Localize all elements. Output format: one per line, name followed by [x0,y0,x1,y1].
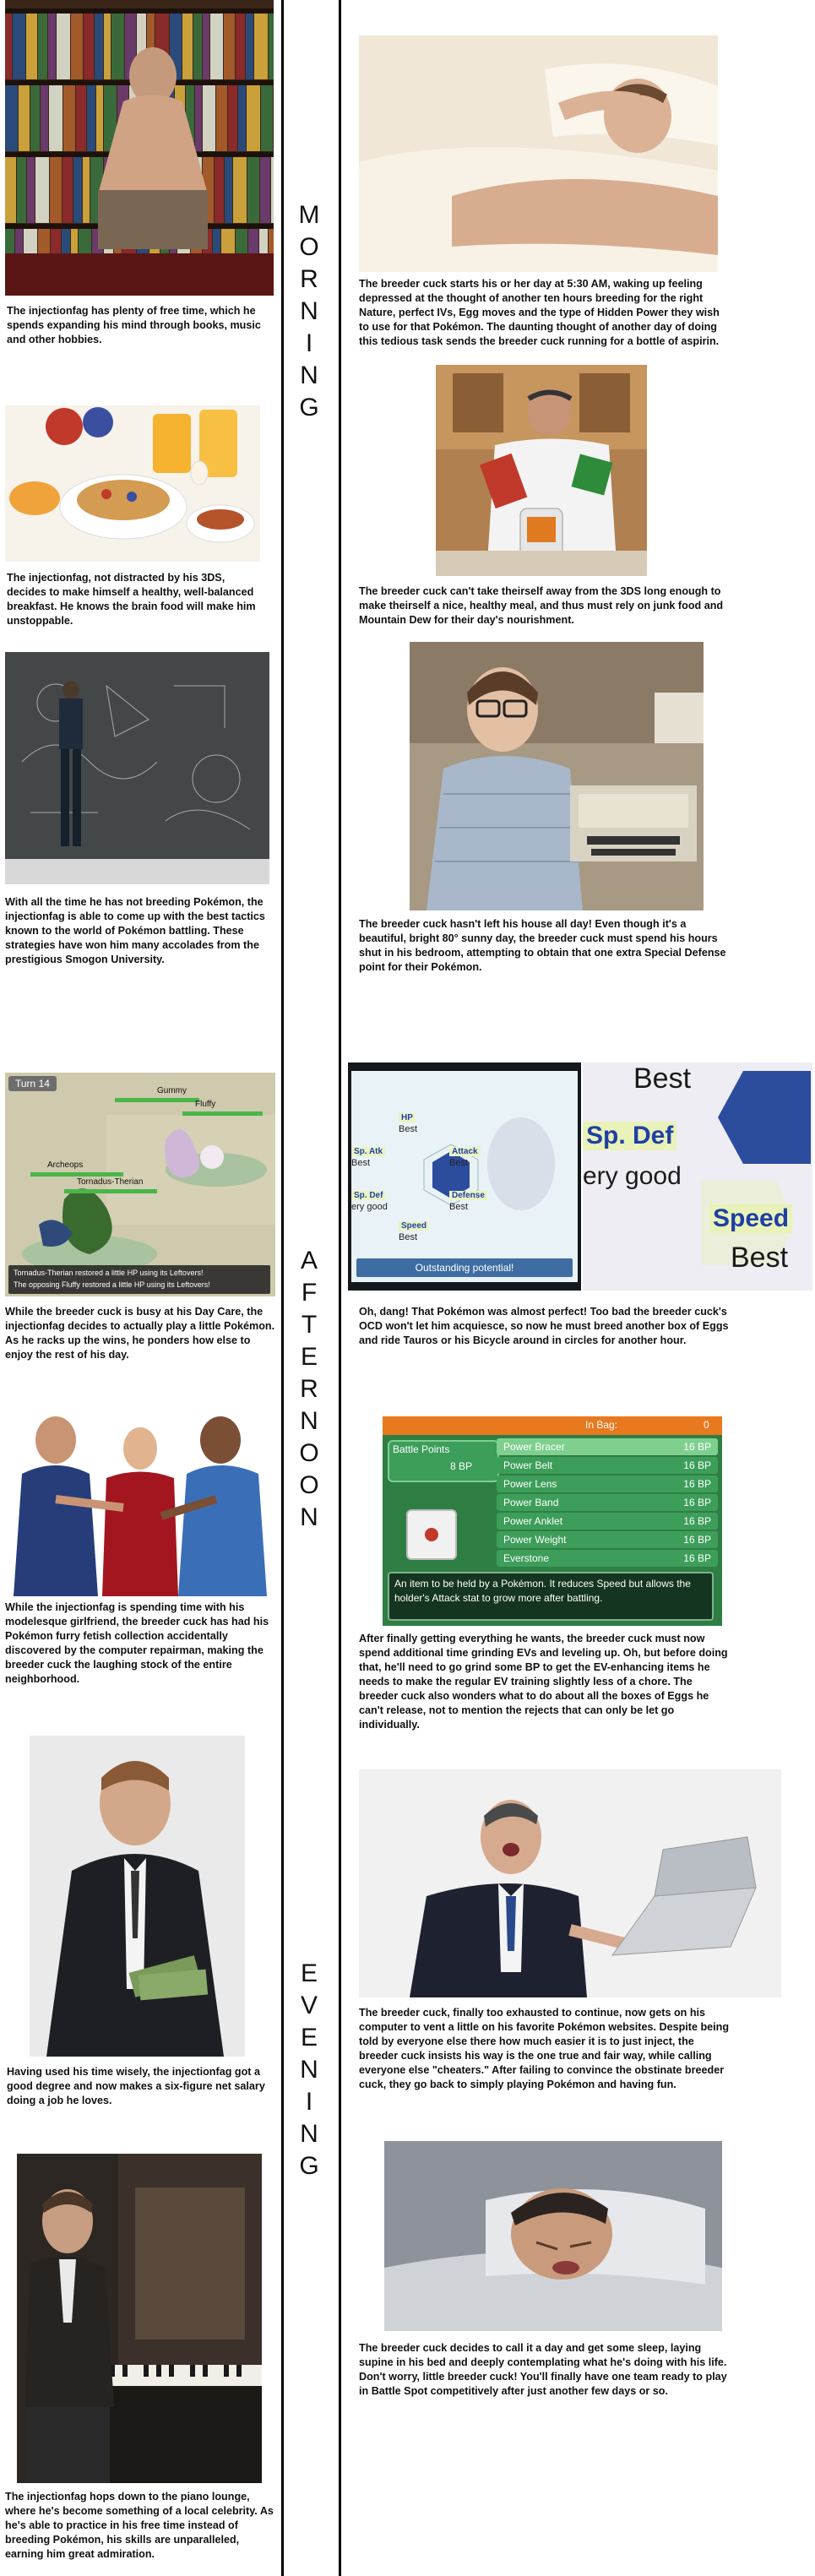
stat-hp-value: Best [399,1124,418,1134]
section-letter: I [305,2088,313,2116]
bp-item-row[interactable] [497,1475,718,1492]
caption-right-5: After finally getting everything he wants, the breeder cuck must now spend additional time grinding EVs and leveling up. Oh, but before doing that, he'll need to go grind some BP to get the EV-enhancing items he needs to make the regular EV training slightly less of a chore. The breeder cuck also wonders what to do about all the boxes of Eggs he can't release, not to mention the rejects that can only be let go individually. [359,1633,728,1731]
bp-in-bag-label: In Bag: [585,1419,618,1431]
section-letter: N [300,2056,318,2084]
bp-item-name: Power Weight [503,1534,567,1546]
bp-item-icon-dot [425,1528,438,1541]
bp-item-row[interactable] [497,1494,718,1511]
zoom-top: Best [633,1062,692,1095]
caption-left-3: With all the time he has not breeding Pokémon, the injectionfag is able to come up with the best tactics known to the world of Pokémon battling. These strategies have won him many accolades from the prestigious Smogon University. [5,896,265,965]
section-letter: O [299,1439,319,1467]
section-letter: N [300,297,318,325]
bp-points-value: 8 BP [450,1460,473,1472]
stat-verdict: Outstanding potential! [356,1258,573,1277]
photo-junk-food-man [436,365,647,576]
section-letter: E [300,2024,318,2052]
section-letter: N [300,361,318,389]
section-letter: O [299,233,319,261]
zoom-spdef-label: Sp. Def [583,1122,676,1150]
game-battle-screen [5,1073,275,1296]
bp-points-title: Battle Points [393,1443,450,1455]
bp-in-bag-count: 0 [704,1419,709,1431]
photo-piano-man [17,2154,262,2483]
battle-message-1: Tornadus-Therian restored a little HP using its Leftovers! [14,1269,204,1277]
caption-left-1: The injectionfag has plenty of free time, which he spends expanding his mind through books, music and other hobbies. [7,305,261,345]
photo-headache-bed [359,35,718,272]
stat-def-value: Best [449,1202,469,1212]
section-letter: N [300,1407,318,1435]
bp-item-name: Power Band [503,1497,559,1508]
bp-item-description: An item to be held by a Pokémon. It reduces Speed but allows the holder's Attack stat to grow more after battling. [388,1572,714,1621]
bp-item-cost: 16 BP [683,1552,711,1564]
ally2-name: Tornadus-Therian [77,1177,144,1187]
ally-name: Archeops [47,1160,84,1170]
section-letter: N [300,1503,318,1531]
stat-spatk-value: Best [351,1158,371,1168]
bp-item-row[interactable] [497,1513,718,1530]
stat-def-label: Defense [449,1191,487,1200]
divider-right [339,0,341,2576]
photo-bookshelf-man [5,0,274,296]
ally2-hp-bar [64,1189,157,1193]
bp-item-row[interactable] [497,1457,718,1474]
caption-right-1: The breeder cuck starts his or her day at 5:30 AM, waking up feeling depressed at the thought of another ten hours breeding for the right Nature, perfect IVs, Egg moves and the type of Hidden Power they wish to use for that Pokémon. The daunting thought of another day of doing this tedious task sends the breeder cuck running for a bottle of aspirin. [359,278,720,347]
bp-item-cost: 16 BP [683,1478,711,1490]
section-afternoon [284,1245,334,1534]
stat-spatk-label: Sp. Atk [351,1147,385,1156]
stat-spdef-value: ery good [351,1202,388,1212]
caption-right-2: The breeder cuck can't take theirself away from the 3DS long enough to make theirself a nice, healthy meal, and thus must rely on junk food and Mountain Dew for their day's nourishment. [359,585,724,626]
photo-laughing-people [5,1406,274,1596]
foe2-name: Fluffy [195,1100,216,1109]
photo-nerd-computer [410,642,704,910]
section-evening [284,1958,334,2182]
foe2-hp-bar [182,1111,263,1116]
stat-atk-value: Best [449,1158,469,1168]
section-letter: G [299,394,319,421]
caption-left-7: The injectionfag hops down to the piano lounge, where he's become something of a local celebrity. As he's able to practice in his free time instead of breeding Pokémon, his skills are unparalleled, earning him great admiration. [5,2491,274,2560]
section-letter: E [300,1343,318,1371]
zoom-best: Best [731,1242,789,1274]
section-letter: T [301,1311,318,1339]
bp-item-row[interactable] [497,1550,718,1567]
foe-hp-bar [115,1098,199,1102]
caption-right-4: Oh, dang! That Pokémon was almost perfect! Too bad the breeder cuck's OCD won't let him acquiesce, so now he must breed another box of Eggs and ride Tauros or his Bicycle around in circles for another hour. [359,1306,729,1346]
stat-spdef-label: Sp. Def [351,1191,385,1200]
stat-atk-label: Attack [449,1147,481,1156]
zoom-speed-label: Speed [709,1204,792,1233]
game-bp-shop [383,1416,722,1626]
section-letter: A [300,1247,318,1274]
section-letter: N [300,2120,318,2148]
photo-angry-laptop [359,1769,781,1997]
bp-item-row[interactable] [497,1531,718,1548]
section-letter: I [305,329,313,357]
bp-item-cost: 16 BP [683,1515,711,1527]
caption-left-5: While the injectionfag is spending time with his modelesque girlfriend, the breeder cuck has had his Pokémon furry fetish collection accidentally discovered by the computer repairman, making the breeder cuck the laughing stock of the entire neighborhood. [5,1601,269,1685]
bp-shop-header [383,1416,722,1435]
section-letter: R [300,1375,318,1403]
bp-item-name: Power Belt [503,1459,553,1471]
section-letter: O [299,1471,319,1499]
bp-item-name: Power Anklet [503,1515,563,1527]
bp-item-name: Power Bracer [503,1441,565,1453]
zoom-verygood: ery good [583,1162,682,1190]
stat-spd-value: Best [399,1232,418,1242]
section-letter: R [300,265,318,293]
battle-turn: Turn 14 [8,1076,57,1091]
bp-item-icon [406,1509,457,1560]
section-letter: F [301,1279,318,1307]
section-letter: E [300,1959,318,1987]
bp-item-cost: 16 BP [683,1441,711,1453]
stat-hp-label: HP [399,1113,416,1122]
section-letter: M [298,201,320,229]
photo-chalkboard [5,652,269,884]
caption-right-7: The breeder cuck decides to call it a day and get some sleep, laying supine in his bed and deeply contemplating what he's doing with his life. Don't worry, little breeder cuck! You'll finally have one team ready to play in Battle Spot competitively after just another few days or so. [359,2342,727,2397]
photo-money-man [30,1736,245,2057]
caption-right-3: The breeder cuck hasn't left his house all day! Even though it's a beautiful, bright 80° sunny day, the breeder cuck must spend his hours shut in his bedroom, attempting to obtain that one extra Special Defense point for their Pokémon. [359,918,726,973]
bp-item-row[interactable] [497,1438,718,1455]
game-stats-judge [348,1062,581,1291]
stat-spd-label: Speed [399,1221,429,1231]
section-letter: G [299,2152,319,2180]
bp-item-name: Power Lens [503,1478,557,1490]
game-stats-zoom [583,1062,812,1291]
photo-breakfast [5,405,260,562]
foe-name: Gummy [157,1086,187,1095]
caption-left-2: The injectionfag, not distracted by his 3DS, decides to make himself a healthy, well-balanced breakfast. He knows the brain food will make him unstoppable. [7,572,256,627]
caption-right-6: The breeder cuck, finally too exhausted to continue, now gets on his computer to vent a little on his favorite Pokémon websites. Despite being told by everyone else there how much easier it is to just inject, the breeder cuck insists his way is the one true and fair way, while calling everyone else "cheaters." After failing to convince the obstinate breeder cuck, they go back to simply playing Pokémon and having fun. [359,2007,730,2090]
section-letter: V [300,1992,318,2019]
battle-message-box [8,1265,270,1294]
bp-item-list [497,1438,718,1568]
photo-crying-bed [384,2141,722,2331]
bp-item-cost: 16 BP [683,1534,711,1546]
section-morning [284,199,334,424]
bp-item-cost: 16 BP [683,1459,711,1471]
bp-item-name: Everstone [503,1552,550,1564]
ally-hp-bar [30,1172,123,1177]
caption-left-6: Having used his time wisely, the injectionfag got a good degree and now makes a six-figure net salary doing a job he loves. [7,2066,265,2106]
caption-left-4: While the breeder cuck is busy at his Day Care, the injectionfag decides to actually play a little Pokémon. As he racks up the wins, he ponders how else to enjoy the rest of his day. [5,1306,275,1361]
bp-item-cost: 16 BP [683,1497,711,1508]
battle-message-2: The opposing Fluffy restored a little HP using its Leftovers! [14,1280,210,1289]
